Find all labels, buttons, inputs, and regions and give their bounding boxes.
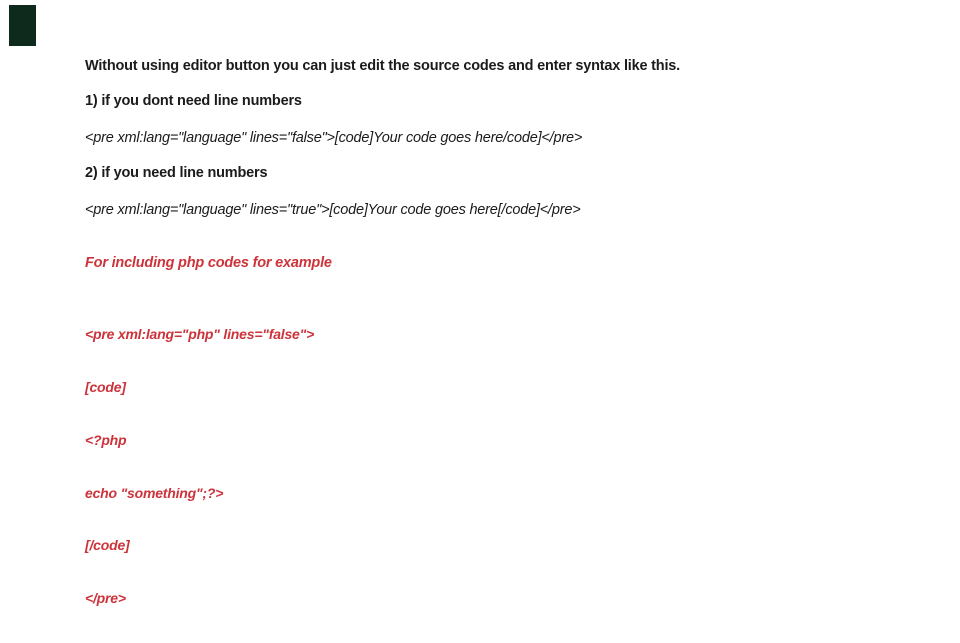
php-code-line: <pre xml:lang="php" lines="false"> [85, 326, 315, 343]
php-example-code-block [85, 291, 314, 643]
php-code-line: </pre> [85, 590, 126, 607]
corner-dark-block [9, 5, 36, 46]
intro-text: Without using editor button you can just edit the source codes and enter syntax like this. [85, 58, 680, 74]
item1-code-syntax: <pre xml:lang="language" lines="false">[code]Your code goes here/code]</pre> [85, 130, 583, 146]
item2-code-syntax: <pre xml:lang="language" lines="true">[code]Your code goes here[/code]</pre> [85, 202, 581, 218]
php-code-line: [code] [85, 378, 126, 395]
php-code-line: [/code] [85, 537, 130, 554]
php-example-heading: For including php codes for example [85, 255, 332, 271]
php-code-line: <?php [85, 431, 127, 448]
item2-heading: 2) if you need line numbers [85, 165, 268, 181]
item1-heading: 1) if you dont need line numbers [85, 93, 302, 109]
php-code-line: echo "something";?> [85, 484, 224, 501]
